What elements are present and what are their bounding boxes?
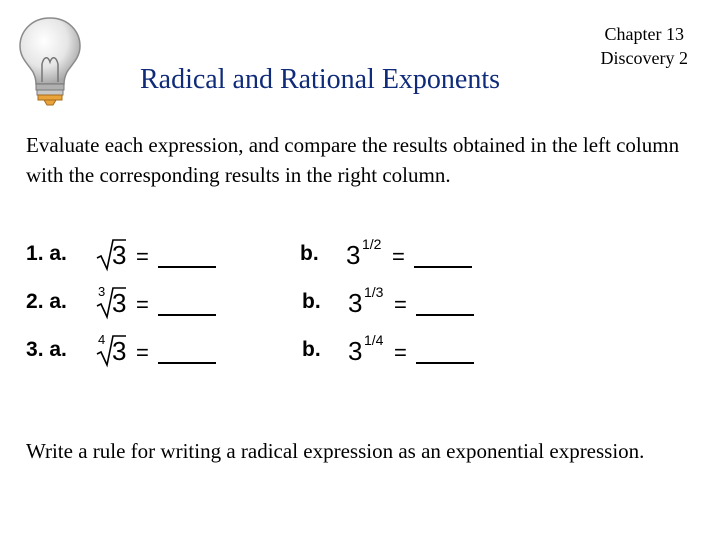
base: 3 bbox=[348, 336, 363, 366]
problem-label-a: 2. a. bbox=[26, 290, 67, 313]
rule-prompt: Write a rule for writing a radical expression as an exponential expression. bbox=[26, 439, 645, 463]
answer-blank[interactable] bbox=[416, 362, 474, 364]
problem-label-a: 3. a. bbox=[26, 338, 67, 361]
answer-blank[interactable] bbox=[158, 314, 216, 316]
problem-list bbox=[26, 236, 496, 380]
equals-sign: = bbox=[136, 340, 149, 365]
problem-label-a: 1. a. bbox=[26, 242, 67, 265]
page-title: Radical and Rational Exponents bbox=[140, 64, 501, 95]
answer-blank[interactable] bbox=[158, 266, 216, 268]
base: 3 bbox=[346, 240, 361, 270]
radicand: 3 bbox=[112, 336, 127, 366]
exponent: 1/4 bbox=[364, 332, 384, 348]
problem-label-b: b. bbox=[302, 290, 321, 313]
equals-sign: = bbox=[136, 292, 149, 317]
problem-row bbox=[26, 332, 496, 380]
equals-sign: = bbox=[392, 244, 405, 269]
radical-index: 4 bbox=[98, 332, 106, 347]
section-label: Discovery 2 bbox=[600, 48, 688, 68]
problem-row bbox=[26, 284, 496, 332]
problem-row bbox=[26, 236, 496, 284]
lightbulb-icon bbox=[14, 14, 86, 106]
answer-blank[interactable] bbox=[414, 266, 472, 268]
radicand: 3 bbox=[112, 288, 127, 318]
problem-label-b: b. bbox=[300, 242, 319, 265]
problem-label-b: b. bbox=[302, 338, 321, 361]
equals-sign: = bbox=[394, 292, 407, 317]
instructions: Evaluate each expression, and compare the results obtained in the left column with the corresponding results in the right column. bbox=[26, 133, 680, 187]
base: 3 bbox=[348, 288, 363, 318]
chapter-label bbox=[601, 22, 688, 70]
chapter-number: Chapter 13 bbox=[604, 24, 684, 44]
answer-blank[interactable] bbox=[158, 362, 216, 364]
equals-sign: = bbox=[394, 340, 407, 365]
exponent: 1/2 bbox=[362, 236, 382, 252]
radicand: 3 bbox=[112, 240, 127, 270]
equals-sign: = bbox=[136, 244, 149, 269]
exponent: 1/3 bbox=[364, 284, 384, 300]
radical-index: 3 bbox=[98, 284, 106, 299]
answer-blank[interactable] bbox=[416, 314, 474, 316]
